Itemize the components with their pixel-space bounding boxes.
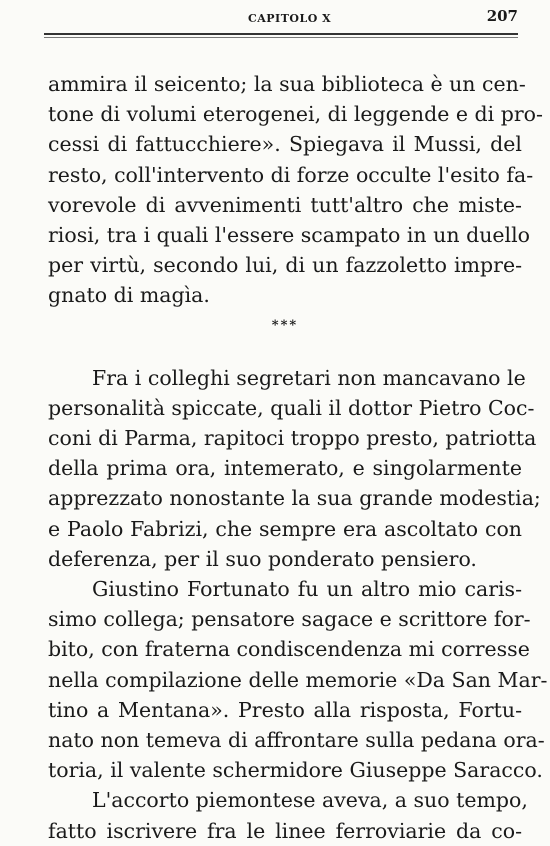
text-line: bito, con fraterna condiscendenza mi corresse (48, 637, 530, 662)
header-rule-thin (44, 37, 518, 38)
text-line: toria, il valente schermidore Giuseppe Saracco. (48, 758, 543, 783)
body-text (48, 69, 548, 846)
text-line: apprezzato nonostante la sua grande modestia; (48, 486, 541, 511)
running-title: CAPITOLO X (248, 12, 332, 25)
text-line: Fra i colleghi segretari non mancavano le (92, 365, 526, 390)
section-separator: *** (271, 317, 299, 333)
text-line: della prima ora, intemerato, e singolarmente (48, 456, 522, 481)
paragraph (48, 574, 548, 785)
text-line: riosi, tra i quali l'essere scampato in un duello (48, 223, 530, 248)
text-line: simo collega; pensatore sagace e scrittore for- (48, 607, 531, 632)
text-line: Giustino Fortunato fu un altro mio caris- (92, 577, 522, 602)
text-line: L'accorto piemontese aveva, a suo tempo, (92, 788, 528, 813)
text-line: e Paolo Fabrizi, che sempre era ascoltato con (48, 516, 522, 541)
text-line: nato non temeva di affrontare sulla pedana ora- (48, 728, 545, 753)
text-line: fatto iscrivere fra le linee ferroviarie da co- (48, 818, 522, 843)
page-number: 207 (486, 7, 518, 25)
text-line: tone di volumi eterogenei, di leggende e di pro- (48, 102, 543, 127)
text-line: ammira il seicento; la sua biblioteca è un cen- (48, 72, 526, 96)
text-line: per virtù, secondo lui, di un fazzoletto impre- (48, 253, 522, 278)
text-line: deferenza, per il suo ponderato pensiero. (48, 546, 477, 571)
paragraph (48, 785, 528, 845)
paragraph (48, 69, 543, 311)
text-line: personalità spiccate, quali il dottor Pietro Coc- (48, 395, 535, 420)
text-line: tino a Mentana». Presto alla risposta, Fortu- (48, 697, 522, 722)
text-line: resto, coll'intervento di forze occulte l'esito fa- (48, 162, 534, 187)
paragraph (48, 363, 541, 574)
page-header (44, 6, 518, 32)
header-rule (44, 33, 518, 35)
text-line: cessi di fattucchiere». Spiegava il Mussi, del (48, 132, 522, 157)
text-line: coni di Parma, rapitoci troppo presto, patriotta (48, 426, 537, 451)
text-line: nella compilazione delle memorie «Da San Mar- (48, 667, 548, 692)
text-line: vorevole di avvenimenti tutt'altro che miste- (48, 192, 522, 217)
text-line: gnato di magìa. (48, 283, 210, 308)
